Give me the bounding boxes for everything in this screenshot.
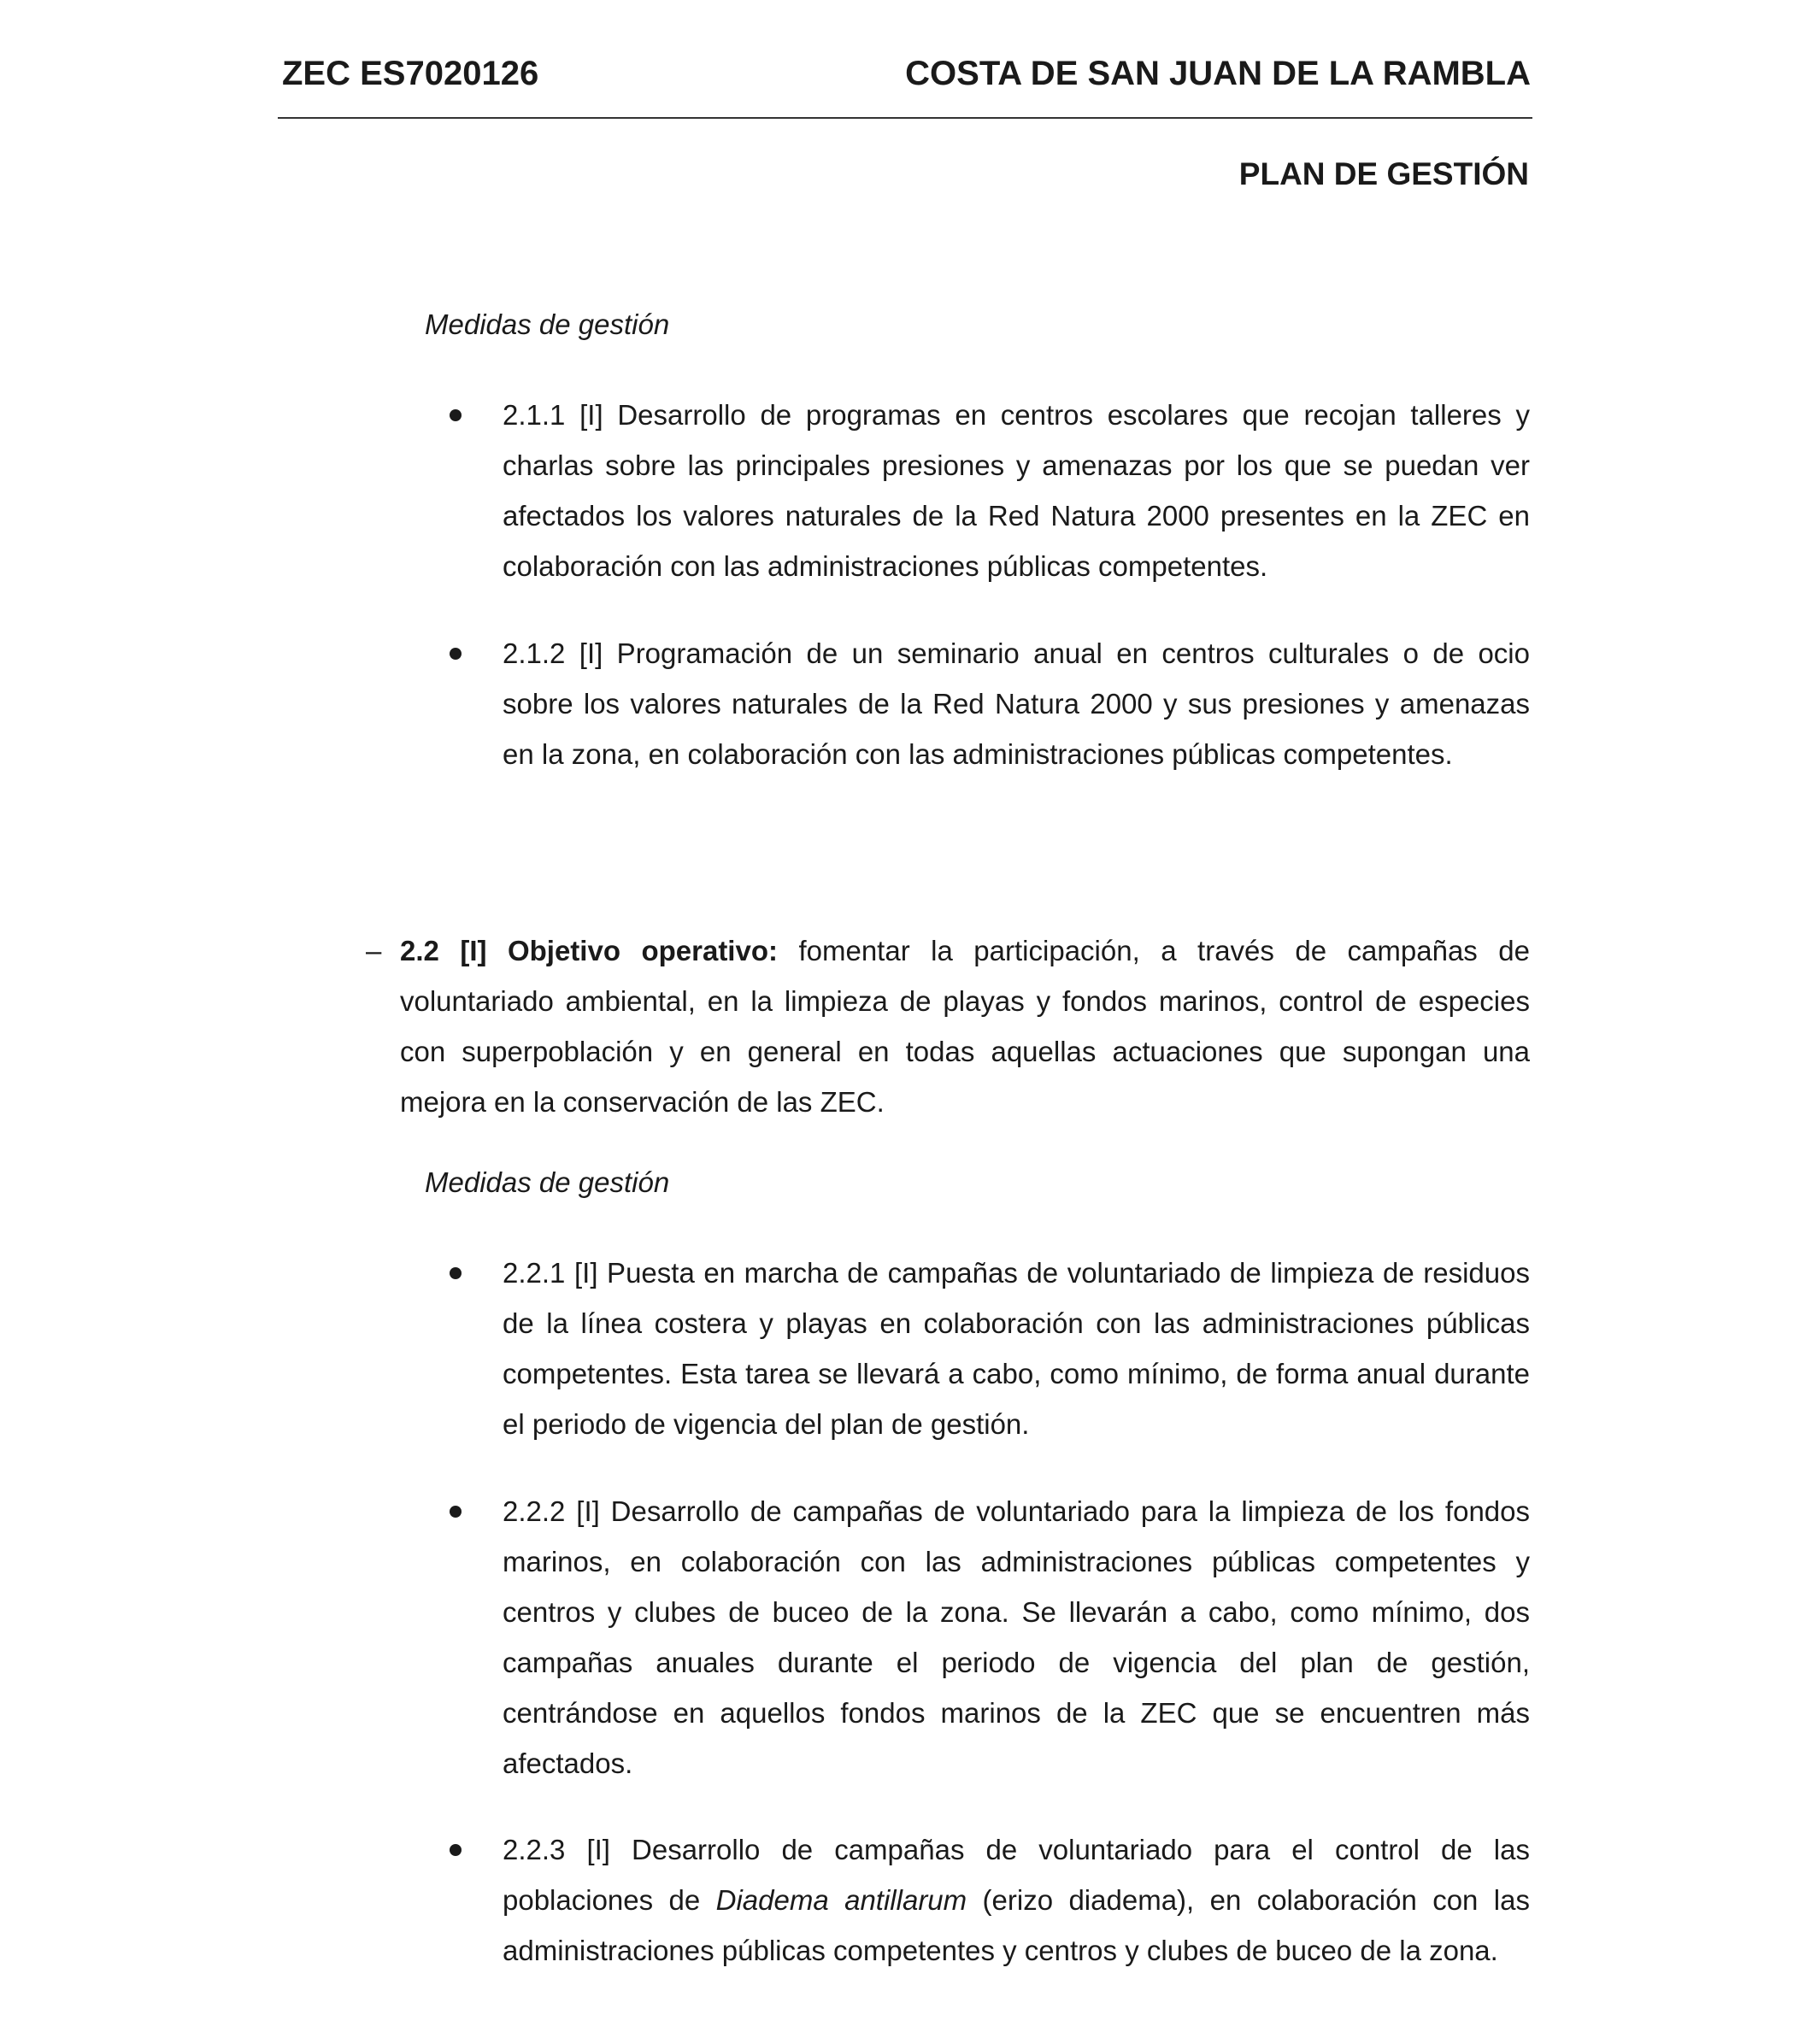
measure-2-2-3-text-before: 2.2.3 [I] Desarrollo de campañas de voluntariado para el control de las poblaciones de xyxy=(503,1834,1530,1916)
bullet-2-2-2 xyxy=(450,1506,462,1518)
objective-text: fomentar la participación, a través de campañas de voluntariado ambiental, en la limpieza de playas y fondos marinos, control de especies con superpoblación y en general en todas aquellas actuaciones que supongan una mejora en la conservación de las ZEC. xyxy=(400,935,1530,1118)
header-document-title: PLAN DE GESTIÓN xyxy=(1238,156,1529,191)
header-site-name: COSTA DE SAN JUAN DE LA RAMBLA xyxy=(905,55,1531,92)
measure-2-2-2: 2.2.2 [I] Desarrollo de campañas de voluntariado para la limpieza de los fondos marinos, en colaboración con las administraciones públicas competentes y centros y clubes de buceo de la zona. Se llevarán a cabo, como mínimo, dos campañas anuales durante el periodo de vigencia del plan de gestión, centrándose en aquellos fondos marinos de la ZEC que se encuentren más afectados. xyxy=(503,1495,1530,1779)
measure-2-2-3 xyxy=(503,1824,1530,1976)
bullet-2-1-2 xyxy=(450,648,462,660)
species-name: Diadema antillarum xyxy=(715,1884,967,1916)
measure-2-1-1: 2.1.1 [I] Desarrollo de programas en centros escolares que recojan talleres y charlas sobre las principales presiones y amenazas por los que se puedan ver afectados los valores naturales de la Red Natura 2000 presentes en la ZEC en colaboración con las administraciones públicas competentes. xyxy=(503,399,1530,582)
bullet-2-1-1 xyxy=(450,409,462,421)
measures-heading-2-1: Medidas de gestión xyxy=(425,308,670,340)
measure-2-1-2: 2.1.2 [I] Programación de un seminario anual en centros culturales o de ocio sobre los valores naturales de la Red Natura 2000 y sus presiones y amenazas en la zona, en colaboración con las administraciones públicas competentes. xyxy=(503,637,1530,770)
objective-dash: – xyxy=(366,935,382,966)
objective-label: 2.2 [I] Objetivo operativo: xyxy=(400,935,778,966)
measures-heading-2-2: Medidas de gestión xyxy=(425,1166,670,1198)
bullet-2-2-3 xyxy=(450,1844,462,1856)
bullet-2-2-1 xyxy=(450,1267,462,1279)
header-divider xyxy=(278,117,1532,119)
header-site-code: ZEC ES7020126 xyxy=(282,55,539,92)
measure-2-2-3-text-after: (erizo diadema), en colaboración con las administraciones públicas competentes y centros y clubes de buceo de la zona. xyxy=(503,1884,1530,1966)
measure-2-2-1: 2.2.1 [I] Puesta en marcha de campañas de voluntariado de limpieza de residuos de la línea costera y playas en colaboración con las administraciones públicas competentes. Esta tarea se llevará a cabo, como mínimo, de forma anual durante el periodo de vigencia del plan de gestión. xyxy=(503,1257,1530,1440)
objective-2-2 xyxy=(400,925,1530,1127)
